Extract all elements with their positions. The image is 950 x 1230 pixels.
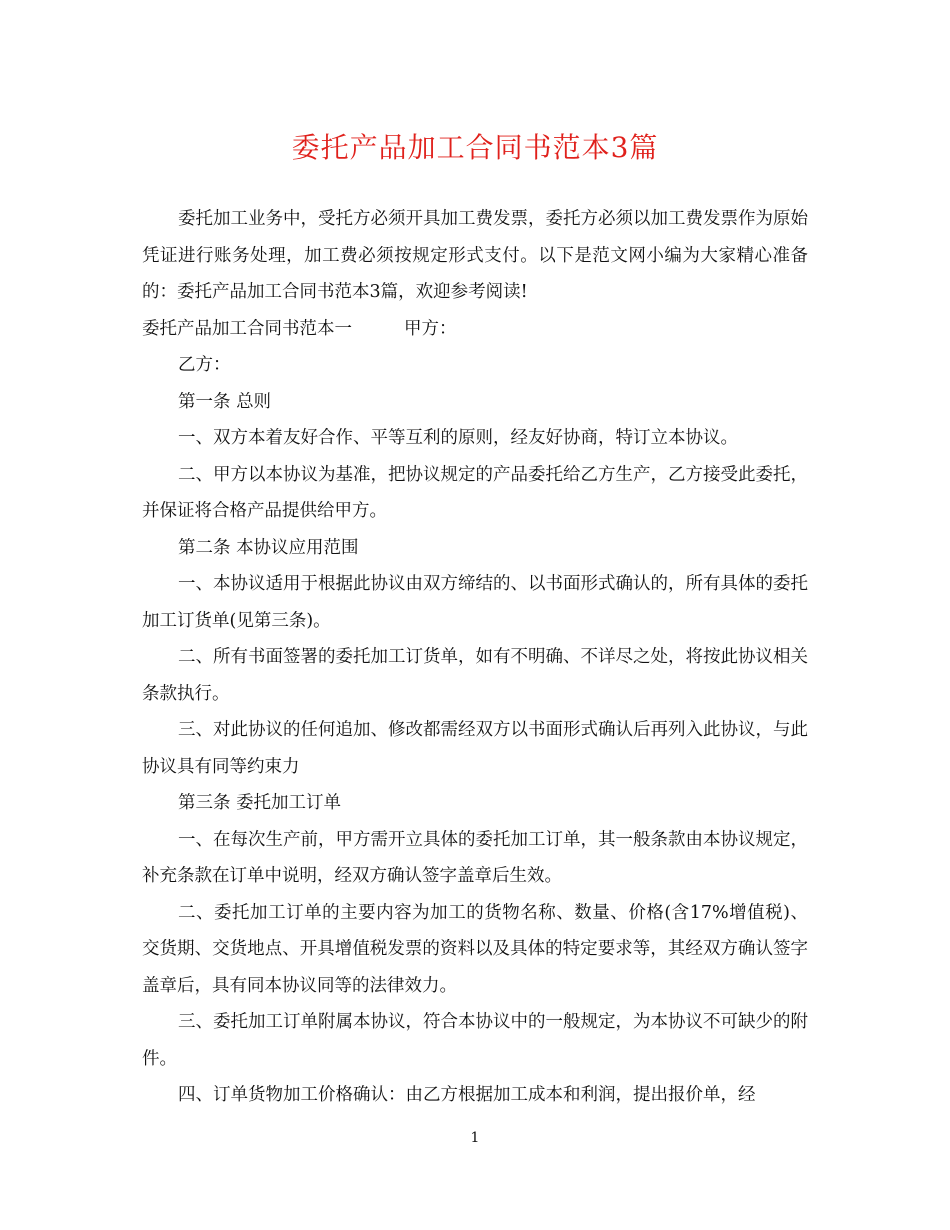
article-heading: 第一条 总则 [178, 391, 272, 412]
party-b-label: 乙方： [178, 355, 231, 375]
clause-paragraph: 二、委托加工订单的主要内容为加工的货物名称、数量、价格(含17%增值税)、交货期、交货地点、开具增值税发票的资料以及具体的特定要求等，其经双方确认签字盖章后，具有同本协议同等的法律效力。 [142, 902, 808, 996]
intro-paragraph: 委托加工业务中，受托方必须开具加工费发票，委托方必须以加工费发票作为原始凭证进行账务处理，加工费必须按规定形式支付。以下是范文网小编为大家精心准备的：委托产品加工合同书范本3篇，欢迎参考阅读! [142, 209, 808, 302]
article-heading: 第三条 委托加工订单 [178, 793, 342, 813]
clause-paragraph: 一、在每次生产前，甲方需开立具体的委托加工订单，其一般条款由本协议规定，补充条款在订单中说明，经双方确认签字盖章后生效。 [142, 829, 808, 886]
document-body [142, 201, 808, 1114]
article-heading: 第二条 本协议应用范围 [178, 537, 359, 558]
page-number: 1 [470, 1130, 480, 1146]
clause-paragraph: 四、订单货物加工价格确认：由乙方根据加工成本和利润，提出报价单，经 [178, 1085, 756, 1105]
clause-paragraph: 三、对此协议的任何追加、修改都需经双方以书面形式确认后再列入此协议，与此协议具有同等约束力 [142, 720, 808, 777]
section-heading: 委托产品加工合同书范本一 [142, 318, 352, 339]
clause-paragraph: 三、委托加工订单附属本协议，符合本协议中的一般规定，为本协议不可缺少的附件。 [142, 1012, 808, 1069]
clause-paragraph: 一、双方本着友好合作、平等互利的原则，经友好协商，特订立本协议。 [178, 428, 738, 448]
clause-paragraph: 二、所有书面签署的委托加工订货单，如有不明确、不详尽之处，将按此协议相关条款执行。 [142, 647, 808, 704]
clause-paragraph: 一、本协议适用于根据此协议由双方缔结的、以书面形式确认的，所有具体的委托加工订货单(见第三条)。 [142, 574, 808, 631]
clause-paragraph: 二、甲方以本协议为基准，把协议规定的产品委托给乙方生产，乙方接受此委托，并保证将合格产品提供给甲方。 [142, 464, 808, 521]
section-heading-line [142, 311, 808, 348]
party-a-label: 甲方： [404, 318, 457, 339]
document-title: 委托产品加工合同书范本3篇 [291, 131, 659, 164]
